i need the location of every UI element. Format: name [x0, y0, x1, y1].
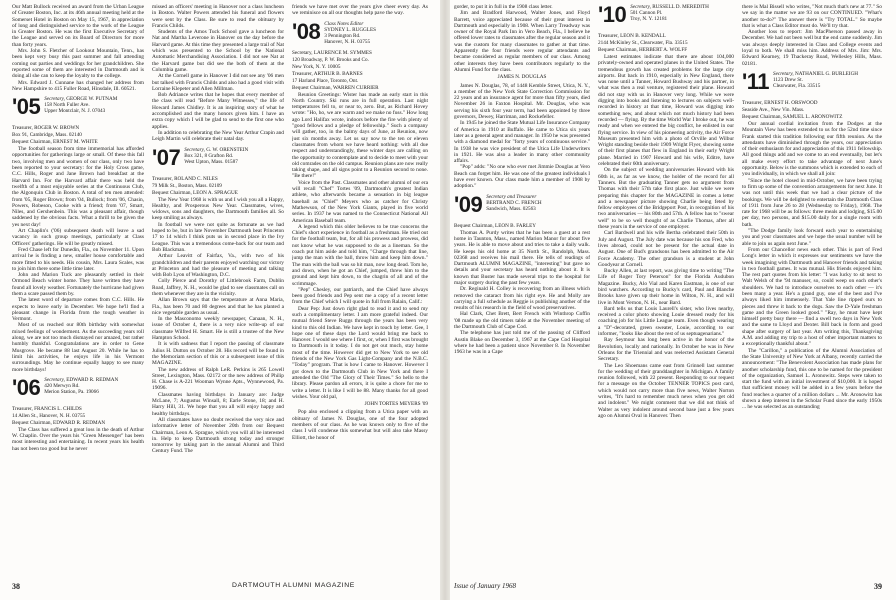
- class-year: '06: [12, 374, 41, 400]
- treasurer-address: Box 91, Cambridge, Mass. 02140: [12, 132, 82, 139]
- paragraph: In the Masconomo weekly newspaper, Canaan, N. H., issue of October 4, there is a very nice write-up of our classmate Wilfred H. Smart. He is still a trustee of the New Hampton School.: [152, 316, 284, 342]
- page-gutter: [440, 0, 450, 600]
- paragraph: The telephone has just told me of the passing of Clifford Austin Blake on December 3, 1967 at the Cape Cod Hospital where he had been a patient since November 8. In November 1963 he was in a Cape: [454, 330, 590, 356]
- quoted-letter: Dear Pep: Just down right glad to read it and to send my such a complimentary letter. I am more grateful indeed. Our mutual friend Steve Ruggs through the years has been very kind to this old Indian. We have kept in touch by letter. Gee, I hope one of these days the Lord would bring me back to Hanover. I would see where I first, or, when I first was brought to Dartmouth in it today. I do not get out much, stay home most of the time. However did get to New York to see old friends of the New York Gas Light-Company and the N.B.C. "Today" program. That is how I came to Hanover. However I got down to the Dartmouth Club in New York and there I attended the Old "The Glory of Their Times." So hello to the library. Please pardon all errors, it is quite a chore for me to write a letter. It is like I will be 88. Many thanks for all good wishes. Your old pal,: [292, 305, 428, 400]
- class-treasurer: Treasurer, ROLAND C. NILES: [152, 175, 218, 182]
- class-header-1907: [152, 144, 284, 173]
- paragraph: The latest word of departure comes from C.C. Hills. He expects to leave early in December. We hope he'll find a pleasant change in Florida from the tough weather in Vermont.: [12, 297, 144, 323]
- paragraph: Our annual cordial invitation from the Dodges at the Mountain View has been extended to us for the 52nd time since Frank started this tradition following our fifth reunion. As the attendants have diminished through the years, our appreciation of their enthusiasm for and appreciation of this 1911 fellowship. All good things add and we come to an end eventually, but let's all make every effort to take advantage of next June's opportunity. Below is the summons which is extended to each of you individually, in which we shall all join:: [742, 120, 882, 178]
- bequest-chairman: Bequest Chairman, WARREN CURRIER: [292, 84, 379, 91]
- paragraph: The Leo Shoemans came east from Grinnell last summer for the wedding of their granddaughter in Michigan. A family reunion followed, with 22 present. Responding to our request for a message on the October TENNER TOPICS post card, which would not carry more than five news, Walter Norton writes, "It's hard to remember much news when you get old and indolent." We might comment that we did not think of Walter as very indolent around second base just a few years ago on Alumni Oval in Hanover. Then: [598, 362, 734, 419]
- paragraph: In 1945 he joined the State Mutual Life Insurance Company of America in 1910 at Buffalo. He came to Utica six years later as a general agent and manager. In 1950 he was presented with a diamond medal for "forty years of continuous service." In 1938 he was vice president of the Utica Life Underwriters in 1921. He was also a leader in many other community affairs.: [454, 120, 590, 165]
- paragraph: James N. Douglas, 78, of 1448 Kemble Street, Utica, N. Y., a member of the New York State Correction Commission for 22 years and an insurance agent for more than fifty years, died November 26 in Faxton Hospital. Mr. Douglas, who was serving his sixth four year term, had been appointed by three governors, Dewey, Harriman, and Rockefeller.: [454, 82, 590, 121]
- treasurer-address: 79 Milk St., Boston, Mass. 02109: [152, 182, 222, 189]
- secretary-address: 120 Broadway, P. W. Brooks and Co.: [292, 56, 369, 63]
- paragraph: Students of the Amos Tuck School gave a luncheon for Nat and Martha Leverone in Hanover on the day before the Harvard game. At this time they presented a large trail of Nat which was presented to the School by the National Automatic Merchandising Association. I did not see Nat at the Harvard game but did see the both of them at the Columbia game.: [152, 29, 284, 73]
- paragraph: "Pop" adds: "No one who ever met Jimmie Douglas at Vero Beach can forget him. He was one of the greatest individuals I have ever known. Our class made him a member of 1908 by adoption.": [454, 164, 590, 190]
- secretary-address: New York, N. Y. 10005: [292, 63, 341, 70]
- paragraph: Our Matt Bullock received an award from the Urban League of Greater Boston, Inc. at its 46th annual meeting held at the Somerset Hotel in Boston on May 15, 1967, in appreciation of long and distinguished service to the work of the League in Greater Boston. He was the first Executive Secretary of the League and served on its Board of Directors for more than forty years.: [12, 4, 144, 48]
- paragraph: The New Year 1968 is with us and I wish you all a Happy, Healthy, and Prosperous New Year. Classmates, wives, widows, sons and daughters, the Dartmouth families all. So keep smiling as always.: [152, 196, 284, 222]
- bequest-chairman: Bequest Chairman, LEON B. FARLEY: [454, 222, 537, 229]
- quoted-letter: "Since the hotel closed in mid-October, we have been trying to firm up some of the convention arrangements for next June. It was not until this week that we had a clear picture of the bookings. We will be delighted to entertain the Dartmouth Class of 1911 from June 26 to 28 (Wednesday to Friday), 1968. The rate for 1968 will be as follows: three meals and lodging, $15.00 per day, two persons, and $15.00 daily for a single room with bath.: [742, 177, 882, 228]
- left-footer: [12, 582, 428, 592]
- class-header-1905: [12, 96, 144, 122]
- paragraph: Art Chaplin's ('06) subsequent death will leave a sad vacancy in such group meetings, particularly at Class Officers' gatherings. He will be greatly missed.: [12, 228, 144, 247]
- obituary-heading: JAMES N. DOUGLAS: [497, 74, 547, 81]
- class-year: '10: [598, 4, 627, 27]
- right-column-2: [598, 4, 734, 572]
- paragraph: The Class has suffered a great loss in the death of Arthur W. Chaplin. Over the years his "Green Messenger" has been most interesting and entertaining. In recent years his health has not been too good but he never: [12, 426, 144, 452]
- paragraph: A legend which this older believes to be true concerns the Chief's short experience in football as a freshman. He tried out for the football team, but, for all his prowess and prowess, did not know what he was supposed to do as a lineman. So the coach put him aside and told him, "Charge through that line, jump the man with the ball, throw him and keep him down." The man with the ball was so hit man, now long dead. Tom he, and down, when he got an Chief, jumped, threw him to the ground and kept him down, to the chagrin of all and of the scrimmage.: [292, 223, 428, 287]
- paragraph: Arthur Leavitt of Fairfax, Va., with two of his grandchildren and their parents enjoyed watching our victory at Princeton and had the pleasure of meeting and talking with Bob Lyon of Washington, D.C.: [152, 253, 284, 279]
- issue-date: Issue of January 1968: [454, 582, 517, 590]
- class-secretary-info: Secretary, G. W. ORENSTEIN Box 321, 8 Grafton Rd. West Upton, Mass. 01587: [184, 146, 249, 165]
- class-secretary-info: Secretary and Treasurer BERTRAND C. FRENCH Sandwich, Mass. 02563: [486, 193, 542, 212]
- class-secretary-info: Secretary, RUSSELL D. MEREDITH 501 Cannon Pl. Troy, N. Y. 12181: [630, 4, 709, 22]
- paragraph: missed an officers' meeting in Hanover nor a class luncheon in Boston. Walter Powers attended his funeral and flowers were sent by the Class. Be sure to read the obituary by Francis Childs.: [152, 4, 284, 29]
- paragraph: Voice from the Past. Classmates and other alumni of our era will recall "Chef" Tortes '09, Dartmouth's greatest Indian athlete, who afterwards became a sensation in big league baseball as "Chief" Meyers who as catcher for Christy Mathewson, of the New York Giants, played in five world series. In 1937 he was named to the Connecticut National All American Baseball team.: [292, 179, 428, 224]
- paragraph: It is with sadness that I report the passing of classmate Julius H. Dutton on October 28. His record will be found in the Memoriam section of this or a subsequent issue of this MAGAZINE.: [152, 341, 284, 367]
- paragraph: Classmates having birthdays in January are: Judge McLane, 7; Augustus Winsall, 8; Earle Stone, 18; and H. Harry Hill, 31. We hope that you all will enjoy happy and healthy birthdays.: [152, 391, 284, 417]
- paragraph: In football we were not quite as fortunate as we had hoped to be, but in late November Dartmouth beat Princeton 17 to 14 which I think puts us in second place in the Ivy League. This was a tremendous come-back for our team and Bob Blackman.: [152, 221, 284, 253]
- paragraph: Jim and Bradford Harwood, Walter Jones, and Floyd Barrett, voice appreciated because of their great interest in Dartmouth and especially in 1908. When Larry Treadway was owner of the Royal Park Inn in Vero Beach, Fla., I believe he offered lower rates to classmates after the regular season and it was the custom for many classmates to gather at that time. Apparently the four friends were regular attendants and became considered as regular members of our class. Among other interests they have been contributors regularly to the Alumni Fund for the class.: [454, 10, 590, 73]
- class-header-1909: [454, 191, 590, 220]
- treasurer-address: 17 Harland Place, Toronto, Ont.: [292, 77, 359, 84]
- bequest-chairman: Bequest Chairman, ERNEST M. WHITE: [12, 139, 98, 146]
- class-year: '05: [12, 94, 41, 120]
- class-treasurer: Treasurer, ARTHUR B. BARNES: [292, 70, 363, 77]
- paragraph: The "Carillon," a publication of the Alumni Association of the State University of New York at Albany, recently carried the announcement: "The Benevolent Association has made plans for another scholarship fund, this one to be named for the president of the organization, Samuel L. Aronowitz. Steps were taken to start the fund with an initial investment of $10,000. It is hoped that sufficient money will be added in a few years before the fund reaches a quarter of a million dollars ... Mr. Aronowitz has shown a deep interest in the Scholar Fund since the early 1950s ... he was selected as an outstanding: [742, 347, 882, 411]
- paragraph: Thomas A. Purdy writes that he has been a guest at a rest home in Taunton, Mass., named Marion Manor for about five years. He is able to move about and tries to take a daily walk. He keeps his old home at 35 North St., Randolph, Mass. 02368 and receives his mail there. He tells of readings of Dartmouth ALUMNI MAGAZINE, "interesting" but gave no details and your secretary has heard nothing about it. It is known that Buster has made several trips to the hospital for major surgery during the past few years.: [454, 229, 590, 286]
- class-header-1906: [12, 374, 144, 403]
- class-year: '11: [742, 68, 769, 94]
- class-secretary: Secretary, LAURENCE M. SYMMES: [292, 49, 372, 56]
- page-number: 38: [12, 582, 20, 591]
- paragraph: The new address of Ralph LeR. Perkins is 265 Lowell Street, Lexington, Mass. 02172 or the new address of Philip H. Chase is A-221 Wooman Wynne Apts., Wynnewood, Pa. 19096.: [152, 366, 284, 392]
- page-number: 39: [874, 582, 882, 591]
- right-footer: [454, 582, 882, 592]
- paragraph: friends we have met over the years give cheer every day. As we reminisce on all our thoughts help pave the way.: [292, 4, 428, 17]
- class-treasurer: Treasurer, ROGER W. BROWN: [12, 125, 80, 132]
- class-year: '07: [152, 144, 181, 170]
- paragraph: The football season from time immemorial has afforded opportunities for gatherings large or small. Of these this fall two, involving men and women of our class, only two have been reported to your secretary: for the Holy Cross game, C.C. Hills, Roger and Jane Brown had breakfast at the Harvard Inn. For the Harvard affair there was held the twelfth of a most enjoyable series at the Continuous Club, the Algonquin Club in Boston. A total of ten men attended: from '05, Roger Brown; from '04, Bullock; from '06, Chasin, Powers, Robeson, Cooke with a friend; from '07, Smart, Niles, and Gershenbein. This was a pleasant affair, though saddened by the obvious facts. What a thrill to be given the yes next day!: [12, 146, 144, 228]
- class-secretary-info: Secretary, NATHANIEL G. BURLEIGH 1123 Drew St. Clearwater, Fla. 33515: [773, 70, 859, 89]
- right-column-1: [454, 4, 590, 572]
- left-column-3: [292, 4, 428, 572]
- paragraph: Allan Brown says that the temperature at Anna Maria, Fla., has been 70 and 80 degrees and that he has planted a nice vegetable garden as usual.: [152, 297, 284, 316]
- paragraph: "Pep" Chesley, our patriarch, and the Chief have always been good friends and Pep sent me a copy of a recent letter from the Chief which I will quote in full from Ralain, Calif.:: [292, 286, 428, 306]
- class-secretary-info: Secretary, EDWARD R. REDMAN 420 Merwyn Rd. Merion Station, Pa. 19066: [44, 376, 119, 395]
- paragraph: At the Cornell game in Hanover I did not see any '06 men but talked with Francis Childs and also had a good visit with Lorraine Klepeter and Allen Millman.: [152, 73, 284, 92]
- class-treasurer: Treasurer, FRANCIS L. CHILDS: [12, 405, 82, 412]
- paragraph: Most of us reached our 80th birthday with somewhat mixed feelings of wonderment. As the succeeding years roll along, we are not too much dismayed nor amazed, but rather humbly thankful. Congratulations are in order to Gene Musgrove. He became 88 last August 20. While he has to limit his activities, he enjoys life in his Vermont surroundings. May he continue equally happy to see many more birthdays!: [12, 322, 144, 373]
- paragraph: there is Mal Bissell who writes, "Not much that's new at 77." So we say in the matter we are 93 on our CONTINUED. "What's another to-do?" The answer there is "Try TOTAL." So maybe that is what a Class Editor must do. We'll try that.: [742, 4, 882, 29]
- paragraph: In addition to celebrating the New Year Arthur Crapin and Leigh Martin will celebrate their natal day.: [152, 129, 284, 143]
- treasurer-address: 14 Allen St., Hanover, N. H. 03755: [12, 412, 86, 419]
- treasurer-address: Seaside Ave., New Vin. Mass.: [742, 106, 805, 113]
- treasurer-address: 2144 McKinley St., Clearwater, Fla. 33515: [598, 40, 688, 46]
- paragraph: Ray Seymour has long been active in the honor of the Revolution, locally and nationally. In October he was in New Orleans for the Triennial and was reelected Assistant General Secretary.: [598, 337, 734, 363]
- paragraph: Latest estimates indicate that there are about 104,000 privately-owned and operated planes in the United States. The tremendous growth has created problems for the large city airports. But back in 1910, especially in New England, there was none until a Tanner, Howard Bushway and his partner, in what was then a real venture, registered their plane. Howard did not stay with us in Hanover very long. While we were digging into books and listening to lectures on subjects well-recorded in history at that time, Howard was digging into something new, and about which not much history had been recorded — flying. By the time World War I broke out, he was ready and when we entered the big conflict, he enlisted in our flying service. In view of his pioneering activity, the Air Force Museum presented him with a photo of Orville and Wilbur Wright standing beside their 1909 Wright Flyer, showing some of their first planes that flew in England in their early Wright plane. Married in 1907 Howard and his wife, Editre, have celebrated their 60th anniversary.: [598, 54, 734, 168]
- paragraph: Bard tells us that Louis Laurell's sister, who lives nearby, received a color photo showing Louie dressed ready for his coaching job for his Little League team. Even though wearing a "D"-decorated, green sweater, Louie, according to our informer, "looks like about the rest of us septuagenarians.": [598, 305, 734, 338]
- quoted-letter: "The Dodge family look forward each year to entertaining you and your classmates and we hope the usual number will be able to join us again next June.": [742, 228, 882, 247]
- left-page: [0, 0, 440, 600]
- bequest-chairman: Bequest Chairman, LEON A. SPRAGUE: [152, 189, 238, 196]
- paragraph: Fred Chase left for Dunedin, Fla., on November 11. Upon arrival he is finding a new, smaller house comfortable and more fitted to his needs. His cousin, Mrs. Laura Scales, was to join him there some little time later.: [12, 246, 144, 272]
- right-column-3: [742, 4, 882, 572]
- paragraph: Bucky Allen, at last report, was giving time to writing "The Life of Roger Tory Peterson" for the Florida Audubon Magazine. Bucky, Alo Vial and Karen Eastman, is one of our bird watchers. According to Bucky's card, Paul and Blanche Brooks have given up their home in Wilton, N. H., and will live in Mont Vernon, N. H., near Bard.: [598, 268, 734, 306]
- right-page: [450, 0, 896, 600]
- bequest-chairman: Bequest Chairman, SAMUEL L. ARONOWITZ: [742, 113, 843, 120]
- letter-signature: JOHN TORTES MEYERS '09: [364, 401, 428, 408]
- paragraph: Pop also enclosed a clipping from a Utica paper with an obituary of James N. Douglas, one of the four adopted members of our class. As he was known only to five of the class I will condense this somewhat but will also take Massy Elliott, the honor of: [292, 409, 428, 441]
- paragraph: All classmates have no doubt received the very nice and informative letter of November 20th from our Bequest Chairman, Leon A. Sprague, which you will all be interested in. Help to keep Dartmouth strong today and stronger tomorrow by taking part in the annual Alumni and Third Century Fund. The: [152, 416, 284, 455]
- paragraph: On the subject of wedding anniversaries Howard with his 60th is, as far as we know, the holder of the record for all Tanners. But the graduating Tanner gets no argument from Thomas with their 57th take first place. Just while we were preparing this chapter for the MAGAZINE in comes a letter and a newspaper picture showing Charlie being feted by fellow employees of the Bridgeport Post, in recognition of his two anniversaries — his 80th and 57th. A fellow has to "swear well" to be so well thought of as Charlie Thomas, after all these years in the service of one employer.: [598, 167, 734, 231]
- paragraph: gorder, to put it in full in the 1908 class letter.: [454, 4, 553, 10]
- paragraph: From our Chancellor news each other. This is part of Fred Long's letter in which it expresses our sentiments we have the week imagining with Dartmouth and Hanover friends and taking in two football games. It was mutual. His friends enjoyed him. The rest part quotes from his letter: "I was lucky to sit next to Walt Welsh of the '94 manuser, so, could weep on each other's shoulders. We had to introduce ourselves to each other — it's been many a year. He's a grand guy, one of the best and I've always liked him immensely. That Yale line ripped ours to pieces and threw it back to the dogs. Saw the D-Yale freshman game and the Green looked good." "Ray, he must have kept himself pretty busy there — find a swell two days in New York and the same to Lloyd and Dexter. Bill back in form and good shape after surgery of last year. Am writing this, Thanksgiving A.M. and adding my trip to a host of other important matters to a exceptionally thankful about.": [742, 246, 882, 348]
- class-secretary-info: Secretary, GEORGE W. PUTNAM 158 North Fuller Ave. Upper Montclair, N. J. 07043: [44, 96, 118, 115]
- class-header-1910: [598, 4, 734, 30]
- bequest-chairman: Bequest Chairman, HERBERT A. WOLFF: [598, 47, 688, 53]
- paragraph: Mrs. Edward J. Cunnane has changed her address from New Hampshire to 415 Fuller Road, Hinsdale, Ill. 60521.: [12, 79, 144, 92]
- class-treasurer: Treasurer, ERNEST H. ORSWOOD: [742, 99, 818, 106]
- class-secretary-info: Class Notes Editor SYDNEY L. RUGGLES 3 Pennington Rd. Hanover, N. H. 03755: [324, 20, 377, 45]
- paragraph: Bob Adriance writes that he hopes that every member of the class will read "Before Many Witnesses," the life of Howard James Chidley. It is an inspiring story of what he accomplished and the many honors given him. I have an extra copy which I will be glad to send to the first one who applies.: [152, 92, 284, 130]
- paragraph: Hal Clark, Chet Brett, Bert French with Winthrop Coffin '08 made up the old timers table at the November meeting of the Dartmouth Club of Cape Cod.: [454, 311, 590, 331]
- paragraph: Carl Bardwell and his wife Bertha celebrated their 50th in July and August. The July date was because his son Fred, who lives abroad, could not be present for the actual date in August. One of Bud's grandsons has been admitted to the Air Force Academy. The other grandson is a student at John Goodyear at Cornell.: [598, 230, 734, 268]
- class-year: '09: [454, 191, 483, 217]
- paragraph: Colly Pierce and Dorothy of Littlebrook Farm, Dublin Road, Jaffrey, N. H., would be glad to see classmates call on them whenever they are in the vicinity.: [152, 278, 284, 297]
- left-column-2: [152, 4, 284, 572]
- paragraph: Another loss to report: Jim MacPherson passed away in December. We had not been well but the end came suddenly. Jim was always deeply interested in Class and College events and loyal to both. We shall miss him. Address of Mrs. Jim: Mrs. Edward Kearney, 19 Thackeray Road, Wellesley Hills, Mass. 02181.: [742, 29, 882, 67]
- left-column-1: [12, 4, 144, 572]
- class-header-1908: [292, 18, 428, 47]
- paragraph: Mrs. John S. Fletcher of Lookout Mountain, Tenn., has been kept very busy this past summer and fall attending coming out parties and weddings for her grandchildren. She reported some of them are interested in Dartmouth and is doing all she can to keep the loyalty to the college.: [12, 48, 144, 80]
- bequest-chairman: Bequest Chairman, EDWARD R. REDMAN: [12, 419, 106, 426]
- paragraph: Reunion Greetings: Wister has made an early start in this North Country. Ski runs are in full operation. Last night temperatures fell to, or near to, zero. But, as Richard Hovey wrote: "Ho, ho, we are warm and we make no fuss." How long ago Lord Halifax wrote, indoors before the fire with plenty of "good fellows and a pledge of fellowship." Such a company will gather, too, in the balmy days of June, at Reunion, now just six months away. Let us say now to the ten or eleven classmates from whom we have heard nothing: with all due respect and understandingly, these winter days are calling on the opportunity to contemplate and to decide to meet with your old comrades on the old campus. Reunion plans are now really taking shape, and all signs point to a Reunion second to none. "Be there!": [292, 91, 428, 180]
- magazine-title: DARTMOUTH ALUMNI MAGAZINE: [232, 582, 355, 589]
- class-treasurer: Treasurer, LEON B. KENDALL: [598, 33, 666, 39]
- class-year: '08: [292, 18, 321, 44]
- paragraph: John and Marion Tuck are pleasantly settled in their Ormond Beach winter home. They have written they have found all lovely weather. Fortunately the hurricane had given them a scare passed them by.: [12, 272, 144, 297]
- class-header-1911: [742, 68, 882, 97]
- paragraph: Dr. Reginald H. Colley is recovering from an illness which removed the cataract from his right eye. He and Molly are carrying a full schedule as Reggie is publishing another of the results of his research in the field of wood preservatives.: [454, 286, 590, 312]
